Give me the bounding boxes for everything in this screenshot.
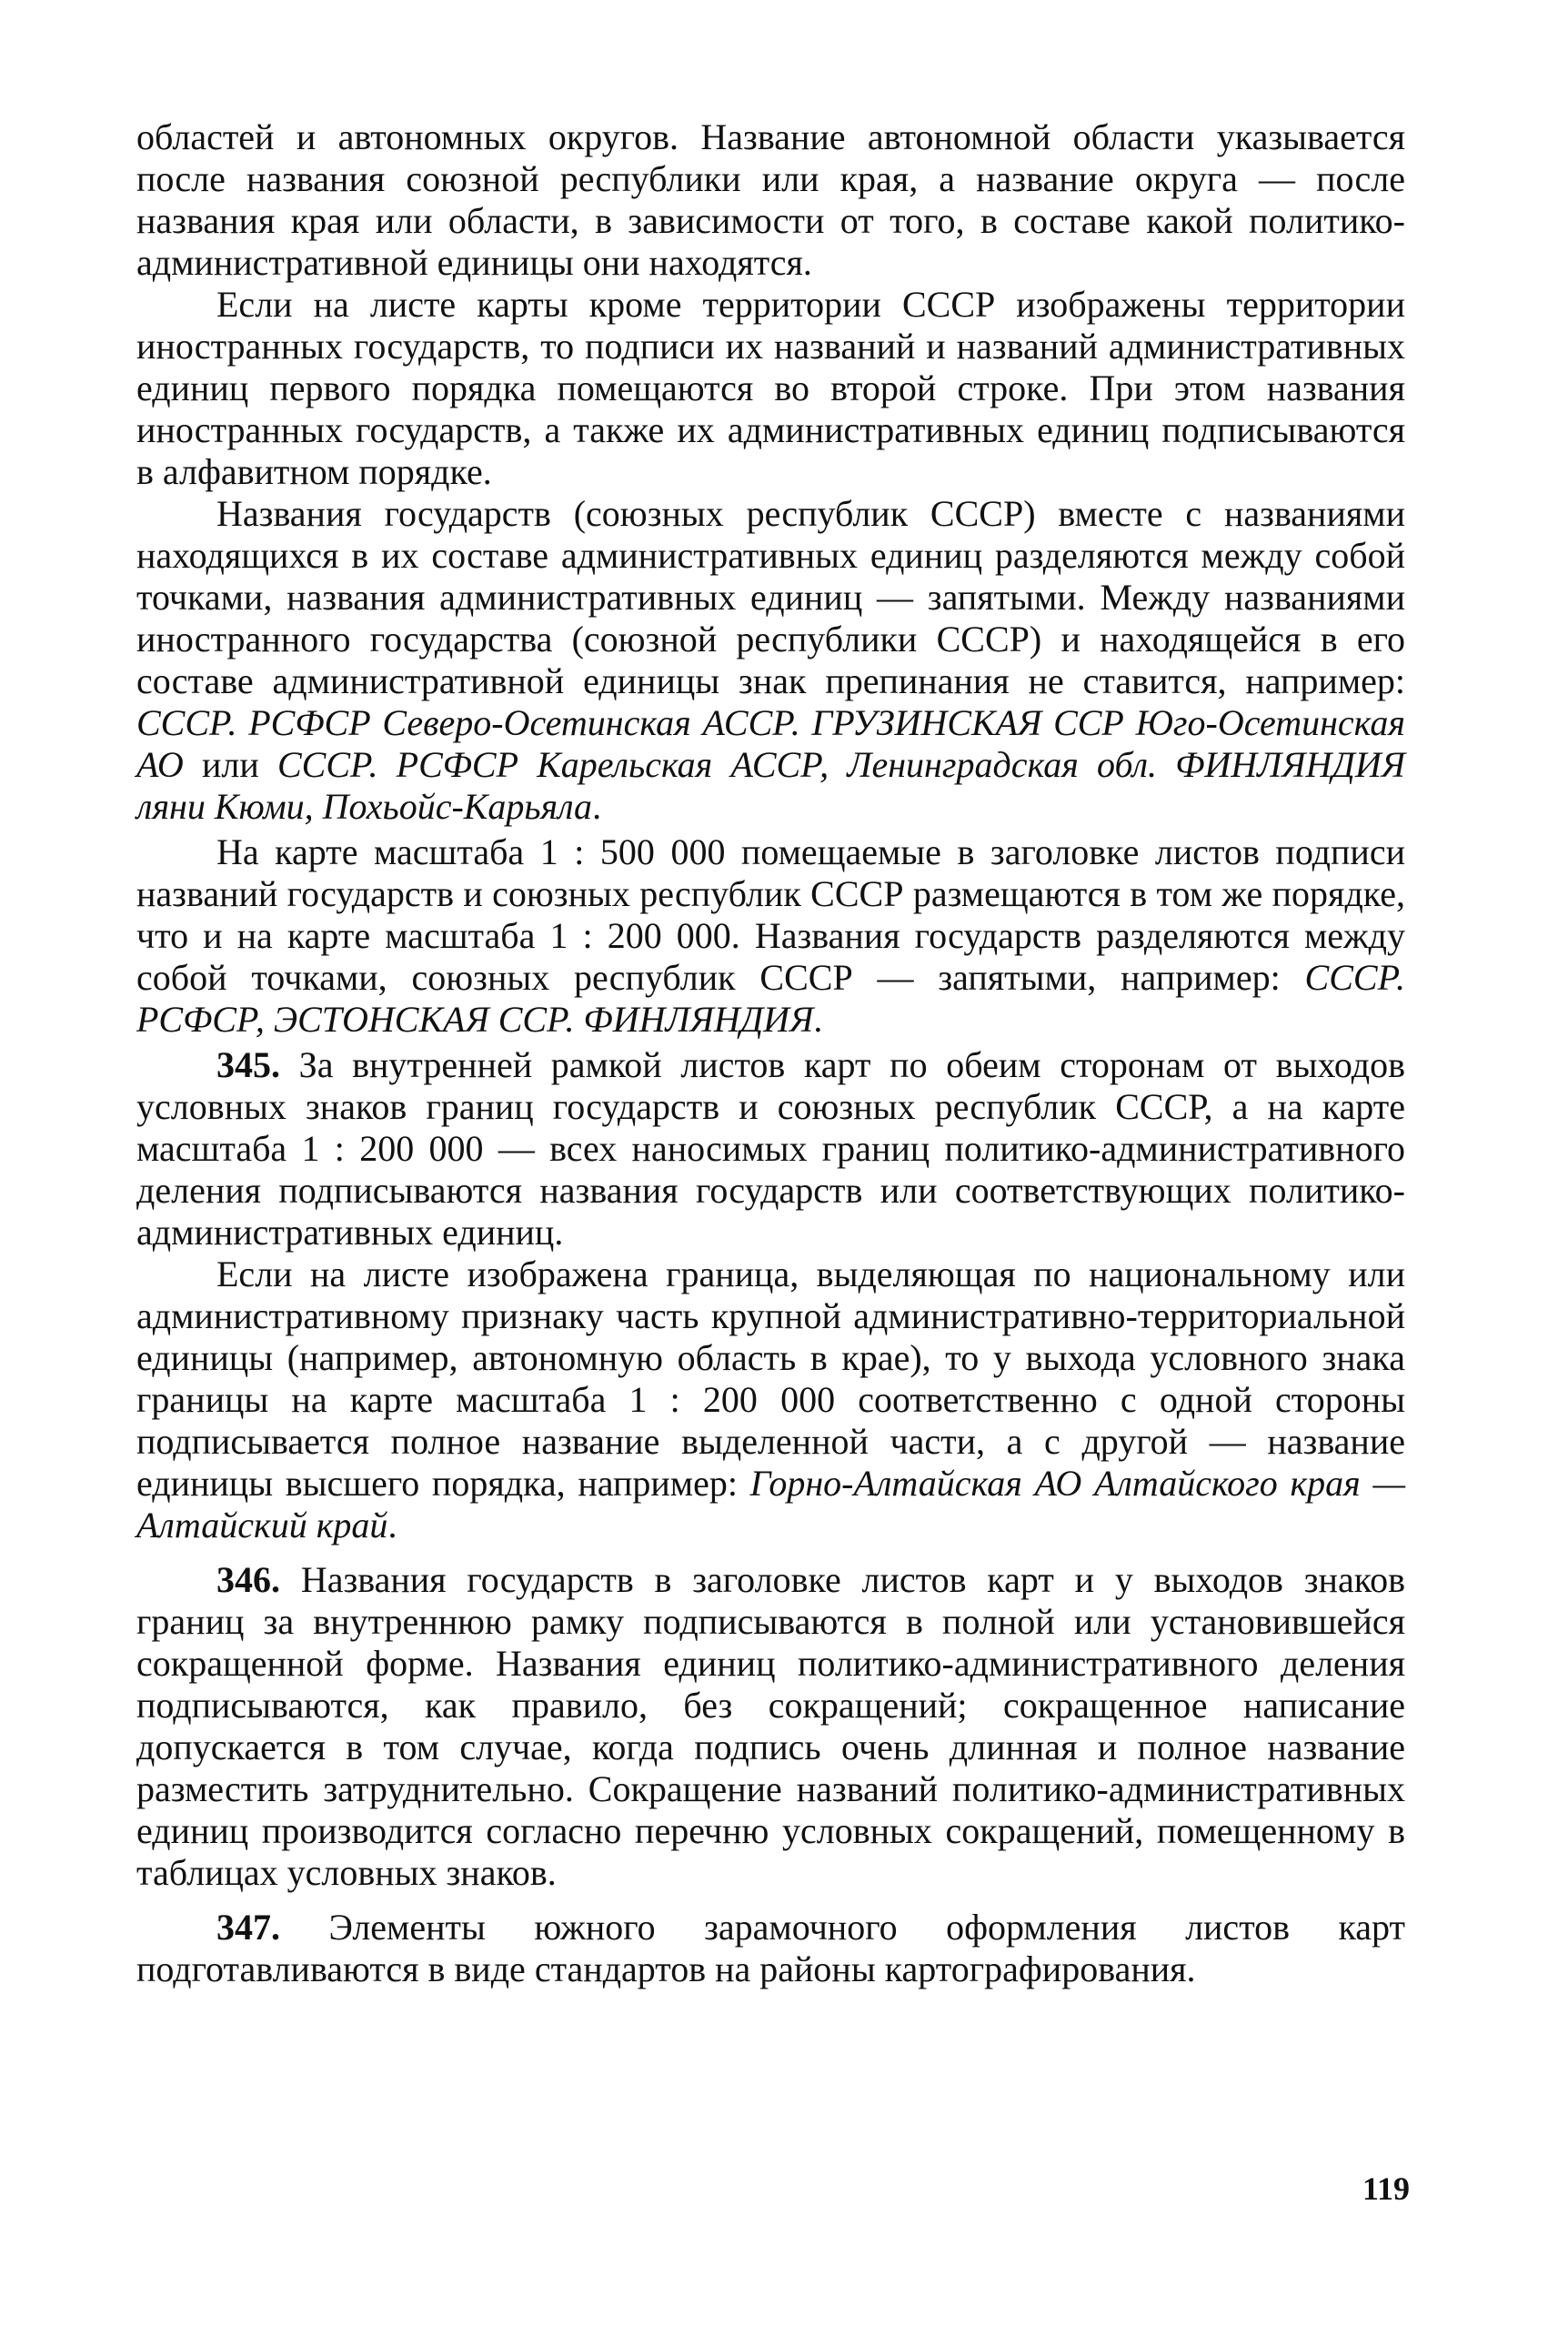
section-text: Названия государств в заголовке листов карт и у выходов знаков границ за внутреннюю рамку подписываются в полной или установившейся сокращенной форме. Названия единиц политико-административного деления подписываются, как правило, без сокращений; сокращенное написание допускается в том случае, когда подпись очень длинная и полное название разместить затруднительно. Сокращение названий политико-административных единиц производится согласно перечню условных сокращений, помещенному в таблицах условных знаков. [136, 1559, 1405, 1893]
paragraph-text: Названия государств (союзных республик СССР) вместе с названиями находящихся в их составе административных единиц разделяются между собой точками, названия административных единиц — запятыми. Между названиями иностранного государства (союзной республики СССР) и находящейся в его составе административной единицы знак препинания не ставится, например: [136, 493, 1405, 701]
page-text [136, 116, 1405, 1990]
section-346 [136, 1559, 1405, 1894]
example-text: СССР. РСФСР Карельская АССР, Ленинградская обл. ФИНЛЯНДИЯ ляни Кюми, Похьойс-Карьяла [136, 744, 1406, 827]
paragraph-text: Если на листе изображена граница, выделяющая по национальному или административному признаку часть крупной административно-территориальной единицы (например, автономную область в крае), то у выхода условного знака границы на карте масштаба 1 : 200 000 соответственно с одной стороны подписывается полное название выделенной части, а с другой — название единицы высшего порядка, например: [136, 1254, 1405, 1504]
paragraph-foreign-states [136, 284, 1405, 493]
example-text: СССР. РСФСР Северо-Осетинская АССР. ГРУЗИНСКАЯ ССР Юго-Осетинская АО [136, 702, 1405, 785]
paragraph-continuation [136, 116, 1405, 284]
paragraph-border-example [136, 1254, 1405, 1546]
section-number: 347. [216, 1907, 280, 1948]
period: . [592, 786, 602, 827]
paragraph-text: На карте масштаба 1 : 500 000 помещаемые в заголовке листов подписи названий государств и союзных республик СССР размещаются в том же порядке, что и на карте масштаба 1 : 200 000. Названия государств разделяются между собой точками, союзных республик СССР — запятыми, например: [136, 831, 1405, 998]
period: . [813, 999, 823, 1040]
example-text: СССР. РСФСР, ЭСТОНСКАЯ ССР. ФИНЛЯНДИЯ [136, 957, 1406, 1040]
paragraph-scale-500000 [136, 831, 1405, 1041]
section-text: Элементы южного зарамочного оформления листов карт подготавливаются в виде стандартов на районы картографирования. [136, 1907, 1406, 1989]
section-number: 345. [216, 1044, 280, 1085]
period: . [387, 1505, 397, 1546]
paragraph-text: областей и автономных округов. Название автономной области указывается после названия союзной республики или края, а название округа — после названия края или области, в зависимости от того, в составе какой политико-административной единицы они находятся. [136, 116, 1405, 283]
example-text: Горно-Алтайская АО Алтайского края — Алтайский край [136, 1463, 1406, 1546]
paragraph-text: Если на листе карты кроме территории СССР изображены территории иностранных государств, то подписи их названий и названий административных единиц первого порядка помещаются во второй строке. При этом названия иностранных государств, а также их административных единиц подписываются в алфавитном порядке. [136, 284, 1405, 492]
section-345 [136, 1044, 1405, 1254]
section-347 [136, 1907, 1405, 1990]
page-number: 119 [1362, 2170, 1410, 2207]
section-number: 346. [216, 1559, 280, 1600]
paragraph-separators [136, 493, 1405, 828]
section-text: За внутренней рамкой листов карт по обеим сторонам от выходов условных знаков границ государств и союзных республик СССР, а на карте масштаба 1 : 200 000 — всех наносимых границ политико-административного деления подписываются названия государств или соответствующих политико-административных единиц. [136, 1044, 1406, 1253]
connector-text: или [202, 744, 259, 785]
